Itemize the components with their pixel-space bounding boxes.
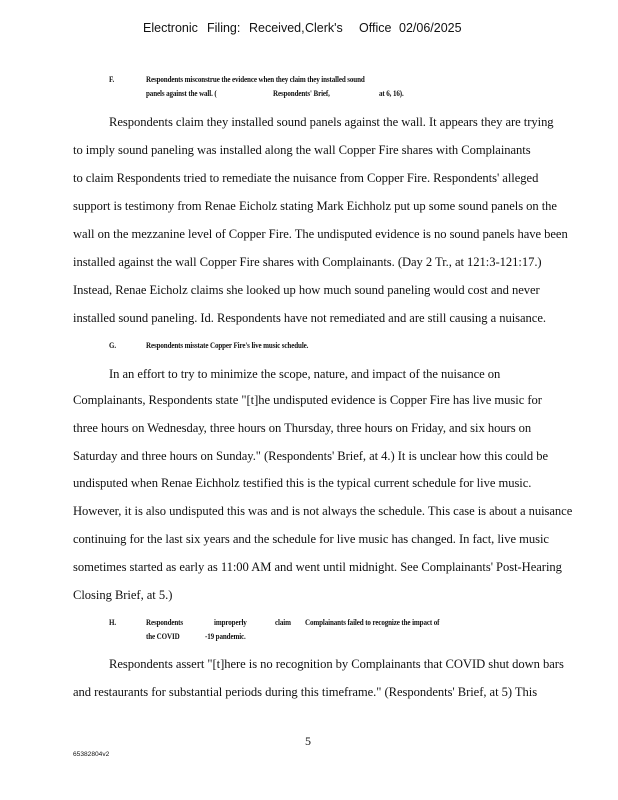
text-line: Saturday and three hours on Sunday." (Respondents' Brief, at 4.) It is unclear how this could be [73, 449, 549, 463]
section-letter: H. [109, 617, 117, 627]
document-reference: 65382804v2 [73, 751, 110, 758]
section-heading-line: panels against the wall. ( [146, 88, 217, 98]
section-heading-citation: Respondents' Brief, [273, 88, 330, 98]
text-line: installed against the wall Copper Fire shares with Complainants. (Day 2 Tr., at 121:3-121:17.) [73, 255, 542, 269]
header-word: Electronic [143, 21, 198, 35]
section-heading-line: Respondents misstate Copper Fire's live music schedule. [146, 340, 309, 350]
text-line: In an effort to try to minimize the scope, nature, and impact of the nuisance on [109, 367, 501, 381]
text-line: three hours on Wednesday, three hours on Thursday, three hours on Friday, and six hours on [73, 421, 532, 435]
section-heading-line: Complainants failed to recognize the impact of [305, 617, 440, 627]
section-heading-line: the COVID [146, 631, 180, 641]
header-word: Received, [249, 21, 305, 35]
text-line: However, it is also undisputed this was and is not always the schedule. This case is about a nuisance [73, 504, 573, 518]
section-heading-line: -19 pandemic. [205, 631, 246, 641]
text-line: installed sound paneling. Id. Respondents have not remediated and are still causing a nuisance. [73, 311, 546, 325]
header-word: Filing: [207, 21, 241, 35]
text-line: Complainants, Respondents state "[t]he undisputed evidence is Copper Fire has live music for [73, 393, 542, 407]
section-heading-word: Respondents [146, 617, 184, 627]
header-date: 02/06/2025 [399, 21, 462, 35]
header-word: Clerk's [305, 21, 343, 35]
text-line: sometimes started as early as 11:00 AM and went until midnight. See Complainants' Post-Hearing [73, 560, 562, 574]
section-heading-word: improperly [214, 617, 247, 627]
text-line: support is testimony from Renae Eicholz stating Mark Eichholz put up some sound panels on the [73, 199, 557, 213]
header-word: Office [359, 21, 392, 35]
section-heading-word: claim [275, 617, 291, 627]
section-heading-line: Respondents misconstrue the evidence when they claim they installed sound [146, 74, 365, 84]
section-letter: G. [109, 340, 117, 350]
text-line: continuing for the last six years and the schedule for live music has changed. In fact, live music [73, 532, 549, 546]
text-line: to claim Respondents tried to remediate the nuisance from Copper Fire. Respondents' alleged [73, 171, 539, 185]
text-line: Respondents claim they installed sound panels against the wall. It appears they are trying [109, 115, 554, 129]
text-line: Respondents assert "[t]here is no recognition by Complainants that COVID shut down bars [109, 657, 564, 671]
text-line: Closing Brief, at 5.) [73, 588, 173, 602]
page-number: 5 [305, 734, 311, 748]
section-letter: F. [109, 74, 115, 84]
text-line: and restaurants for substantial periods during this timeframe." (Respondents' Brief, at 5) This [73, 685, 538, 699]
text-line: undisputed when Renae Eichholz testified this is the typical current schedule for live music. [73, 476, 532, 490]
text-line: Instead, Renae Eicholz claims she looked up how much sound paneling would cost and never [73, 283, 540, 297]
text-line: to imply sound paneling was installed along the wall Copper Fire shares with Complainants [73, 143, 531, 157]
text-line: wall on the mezzanine level of Copper Fire. The undisputed evidence is no sound panels have been [73, 227, 568, 241]
section-heading-pages: at 6, 16). [379, 88, 404, 98]
